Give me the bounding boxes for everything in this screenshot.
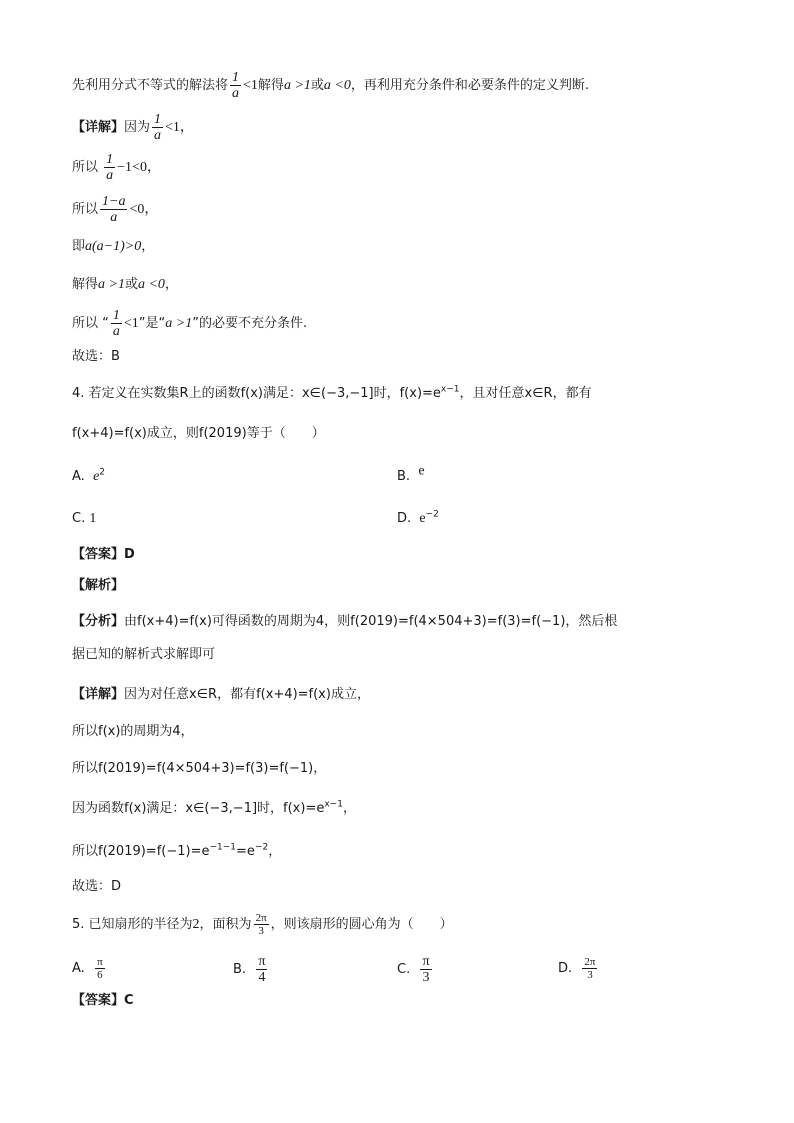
frac-den: a [110,210,118,225]
frac-num: 1 [154,112,162,127]
ineq: −1<0， [117,160,161,175]
text: 因为 [124,120,151,135]
option-text: 1 [89,511,97,526]
text: ， [342,801,356,816]
question-4-stem-1 [72,385,592,403]
solution-method-line [72,70,589,101]
exponent: x−1 [440,384,460,395]
ineq: <1 [243,78,258,93]
q4-option-d[interactable] [397,510,439,528]
option-label: D. [397,511,412,526]
option-label: C. [397,962,411,977]
exponent: −2 [254,842,269,853]
q4-detail-4 [72,800,356,818]
text: ，面积为 [199,917,252,932]
q5-answer: 【答案】C [72,993,134,1008]
detail-line-4 [72,238,154,256]
frac-den: 3 [422,970,430,985]
text: 所以 [72,202,99,217]
exponent: −1−1 [209,842,237,853]
question-5-stem [72,912,453,937]
text: ， [164,277,178,292]
q4-fenxi-2: 据已知的解析式求解即可 [72,647,216,662]
detail-line-1 [72,112,194,143]
option-exponent: 2 [99,467,106,478]
option-fraction [256,954,267,985]
option-label: D. [558,961,573,976]
option-fraction [582,956,597,981]
expr: a >1 [165,316,193,331]
text: 即 [72,239,86,254]
q4-option-c[interactable] [72,510,96,528]
q5-option-c[interactable] [397,954,434,985]
ineq: a >1 [283,78,311,93]
q4-fenxi-1 [72,613,617,631]
option-label: A. [72,469,85,484]
frac-num: π [258,954,266,969]
expr: a(a−1)>0 [85,239,142,254]
q4-analysis-heading: 【解析】 [72,578,125,593]
ineq: <0， [129,202,159,217]
frac-num: 2π [584,956,596,968]
q4-option-a[interactable] [72,468,105,486]
q4-detail-2: 所以f(x)的周期为4， [72,724,194,739]
frac-num: 1 [232,70,240,85]
option-label: C. [72,511,86,526]
text: 因为函数f(x)满足：x∈(−3,−1]时，f(x)=e [72,801,325,816]
frac-num: 2π [255,912,267,924]
text: 解得 [257,78,284,93]
ineq: <1， [165,120,194,135]
fraction [100,194,127,225]
detail-line-2 [72,152,161,183]
choose-line: 故选：B [72,349,120,364]
q4-choose: 故选：D [72,879,122,894]
expr: a >1 [98,277,125,292]
text: 5. 已知扇形的半径为 [72,917,193,932]
text: 由f(x+4)=f(x)可得函数的周期为4，则f(2019)=f(4×504+3)=f(3)=f(−1)，然后根 [124,614,618,629]
option-label: B. [397,469,411,484]
frac-num: 1−a [102,194,126,209]
frac-den: a [232,86,240,101]
detail-tag: 【详解】 [72,120,125,135]
option-exponent: −2 [425,509,439,520]
option-text: e [93,469,100,484]
q4-option-b[interactable] [397,463,425,486]
fraction-one-over-a [230,70,241,101]
text: ”的必要不充分条件. [192,316,308,331]
text: =e [236,844,255,859]
q5-option-a[interactable] [72,956,107,981]
fraction [111,308,122,339]
ineq: a <0 [323,78,351,93]
q5-option-b[interactable] [233,954,269,985]
q4-detail-1 [72,686,370,704]
text: ”是“ [138,316,166,331]
frac-den: 3 [587,969,593,981]
ineq: <1 [123,316,139,331]
exponent: x−1 [324,799,343,810]
q4-detail-5 [72,843,281,861]
detail-line-3 [72,194,158,225]
frac-num: π [422,954,430,969]
question-4-stem-2: f(x+4)=f(x)成立，则f(2019)等于（ ） [72,426,325,441]
frac-den: 3 [258,925,264,937]
text: 所以 [72,160,99,175]
method-text: 先利用分式不等式的解法将 [72,78,229,93]
detail-line-5 [72,276,178,294]
area-fraction [254,912,269,937]
q4-answer: 【答案】D [72,547,135,562]
fraction [152,112,163,143]
frac-den: a [106,168,114,183]
frac-den: a [112,324,120,339]
text: 因为对任意x∈R，都有f(x+4)=f(x)成立， [124,687,370,702]
option-fraction [420,954,431,985]
frac-num: π [97,956,103,968]
option-label: B. [233,962,247,977]
text: 4. 若定义在实数集R上的函数f(x)满足：x∈(−3,−1]时，f(x)=e [72,386,441,401]
detail-line-6 [72,308,307,339]
text: ，且对任意x∈R，都有 [459,386,592,401]
text: 或 [124,277,138,292]
text: 所以f(2019)=f(−1)=e [72,844,210,859]
fraction [104,152,115,183]
text: ，再利用充分条件和必要条件的定义判断. [350,78,589,93]
q4-detail-3: 所以f(2019)=f(4×504+3)=f(3)=f(−1)， [72,761,327,776]
frac-den: 4 [258,970,266,985]
text: 所以 “ [72,316,109,331]
option-label: A. [72,961,85,976]
frac-num: 1 [106,152,114,167]
option-text: e [419,511,426,526]
text: ，则该扇形的圆心角为（ ） [270,917,453,932]
q5-option-d[interactable] [558,956,599,981]
frac-num: 1 [112,308,120,323]
option-fraction [95,956,105,981]
option-text: e [418,463,425,479]
expr: a <0 [137,277,165,292]
frac-den: a [154,128,162,143]
text: ， [141,239,155,254]
detail-tag: 【详解】 [72,687,125,702]
radius: 2 [192,917,200,932]
frac-den: 6 [97,969,103,981]
fenxi-tag: 【分析】 [72,614,125,629]
text: ， [268,844,282,859]
text: 解得 [72,277,99,292]
text: 或 [310,78,324,93]
